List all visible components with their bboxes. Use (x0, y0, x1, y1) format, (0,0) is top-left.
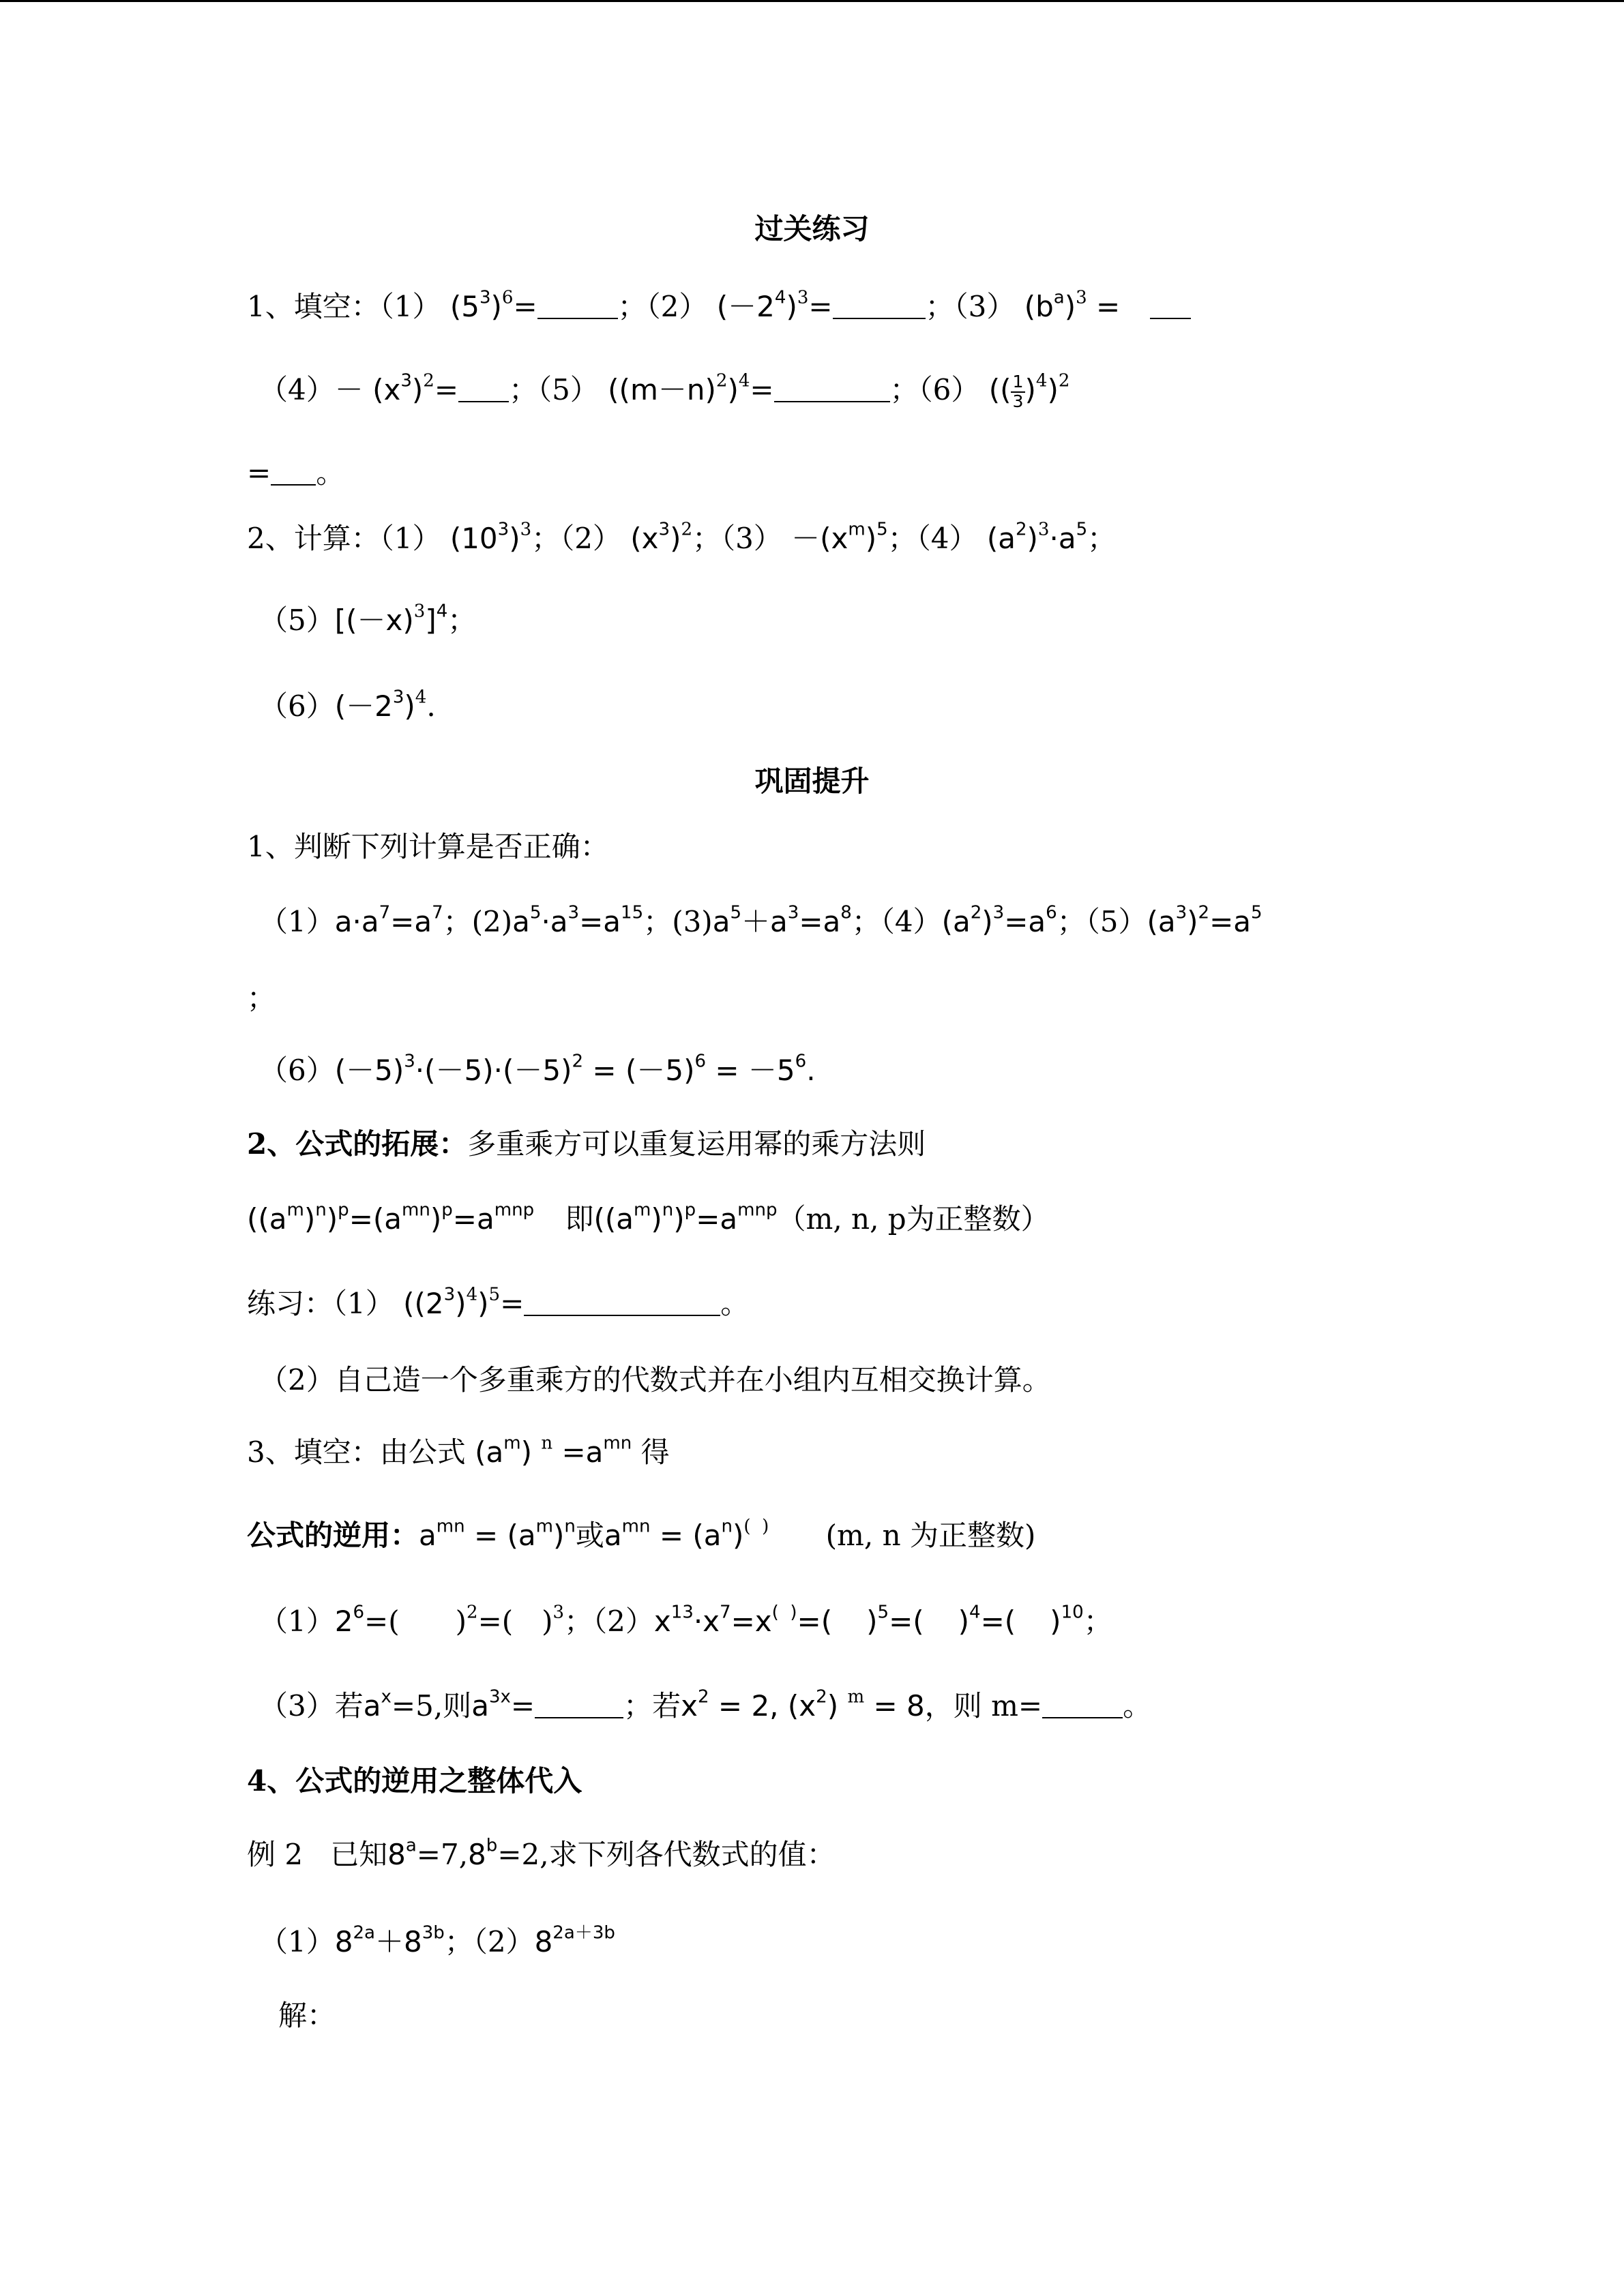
extension-q2-exercise1: 练习：（1） $((2^3)^4)^5=$ 。 (247, 1284, 750, 1320)
section-title-gonggu: 巩固提升 (754, 764, 870, 798)
fill-blank-q1-line1: 1、填空：（1） $(5^3)^6=$ ；（2） $(-2^4)^3=$ ；（3） $(b^a)^3$ = (247, 286, 1191, 327)
q1-label: 1、填空： (247, 290, 380, 323)
judge-q1-line2: ； (247, 981, 276, 1015)
extension-q2-exercise2: （2）自己造一个多重乘方的代数式并在小组内互相交换计算。 (259, 1363, 1051, 1397)
fill-blank-q1-line3: = 。 (247, 456, 345, 490)
fill-q3-inverse-formula: 公式的逆用：$a^{mn} = (a^m)^n$或$a^{mn} = (a^n)^{( )}$ (m, n 为正整数) (247, 1516, 1036, 1552)
calc-q2-line2: $(5)[(-x)^3]^4$； (259, 601, 477, 637)
judge-q1-line1: $(1)a\cdot a^7=a^7$；$(2)a^5\cdot a^3=a^{15}$；$(3)a^5+a^3=a^8$；$(4)(a^2)^3=a^6$；$(5)(a^3)^2=a^5$ (259, 902, 1263, 938)
fill-q3-line4: （3）若$a^x=5$,则$a^{3x}=$ ；若$x^2 = 2$, $(x^2) ^m = 8$，则 m= 。 (259, 1686, 1152, 1723)
judge-q1-label: 1、判断下列计算是否正确： (247, 830, 609, 863)
solution-label: 解： (278, 1999, 336, 2032)
fill-blank-q1-line2: $(4)- (x^3)^2=$ ；（5） $((m-n)^2)^4=$ ；（6） (( $\frac{1}{3}$ )$^4$)$^2$ (259, 370, 1070, 411)
extension-q2-line1: 2、公式的拓展：多重乘方可以重复运用幂的乘方法则 (247, 1127, 926, 1161)
inverse-q4-title: 4、公式的逆用之整体代入 (247, 1764, 582, 1798)
extension-q2-formula: $((a^m)^n)^p=(a^{mn})^p=a^{mnp}$ 即$((a^m)^n)^p=a^{mnp}(m$, n, p为正整数） (247, 1199, 1050, 1236)
example2-questions: $(1)8^{2a}+8^{3b}$；$(2)8^{2a+3b}$ (259, 1922, 615, 1958)
judge-q1-line3: $(6)(-5)^3\cdot(-5)\cdot(-5)^2 = (-5)^6 = -5^6$. (259, 1051, 816, 1087)
fill-q3-line1: 3、填空：由公式 $(a^m)$ $^n =a^{mn}$ 得 (247, 1433, 670, 1469)
calc-q2-line1: 2、计算：（1） $(10^3)^3$；（2） $(x^3)^2$；$(3) -(x^m)^5$；（4） $(a^2)^3\cdot a^5$； (247, 519, 1117, 555)
q2-label: 2、计算： (247, 522, 380, 555)
fill-q3-line3: $(1)2^6=$( )$^2$=( )$^3$；$(2)x^{13}\cdot x^7=x^{( )}=$( )$^5$=( )$^4$=( )$^{10}$； (259, 1602, 1112, 1638)
section-title-guoguan: 过关练习 (754, 212, 870, 245)
top-border-line (0, 0, 1624, 2)
calc-q2-line3: $(6)(-2^3)^4$. (259, 687, 436, 723)
example2-line: 例 2 已知$8^a=7,8^b=2$,求下列各代数式的值： (247, 1835, 836, 1871)
